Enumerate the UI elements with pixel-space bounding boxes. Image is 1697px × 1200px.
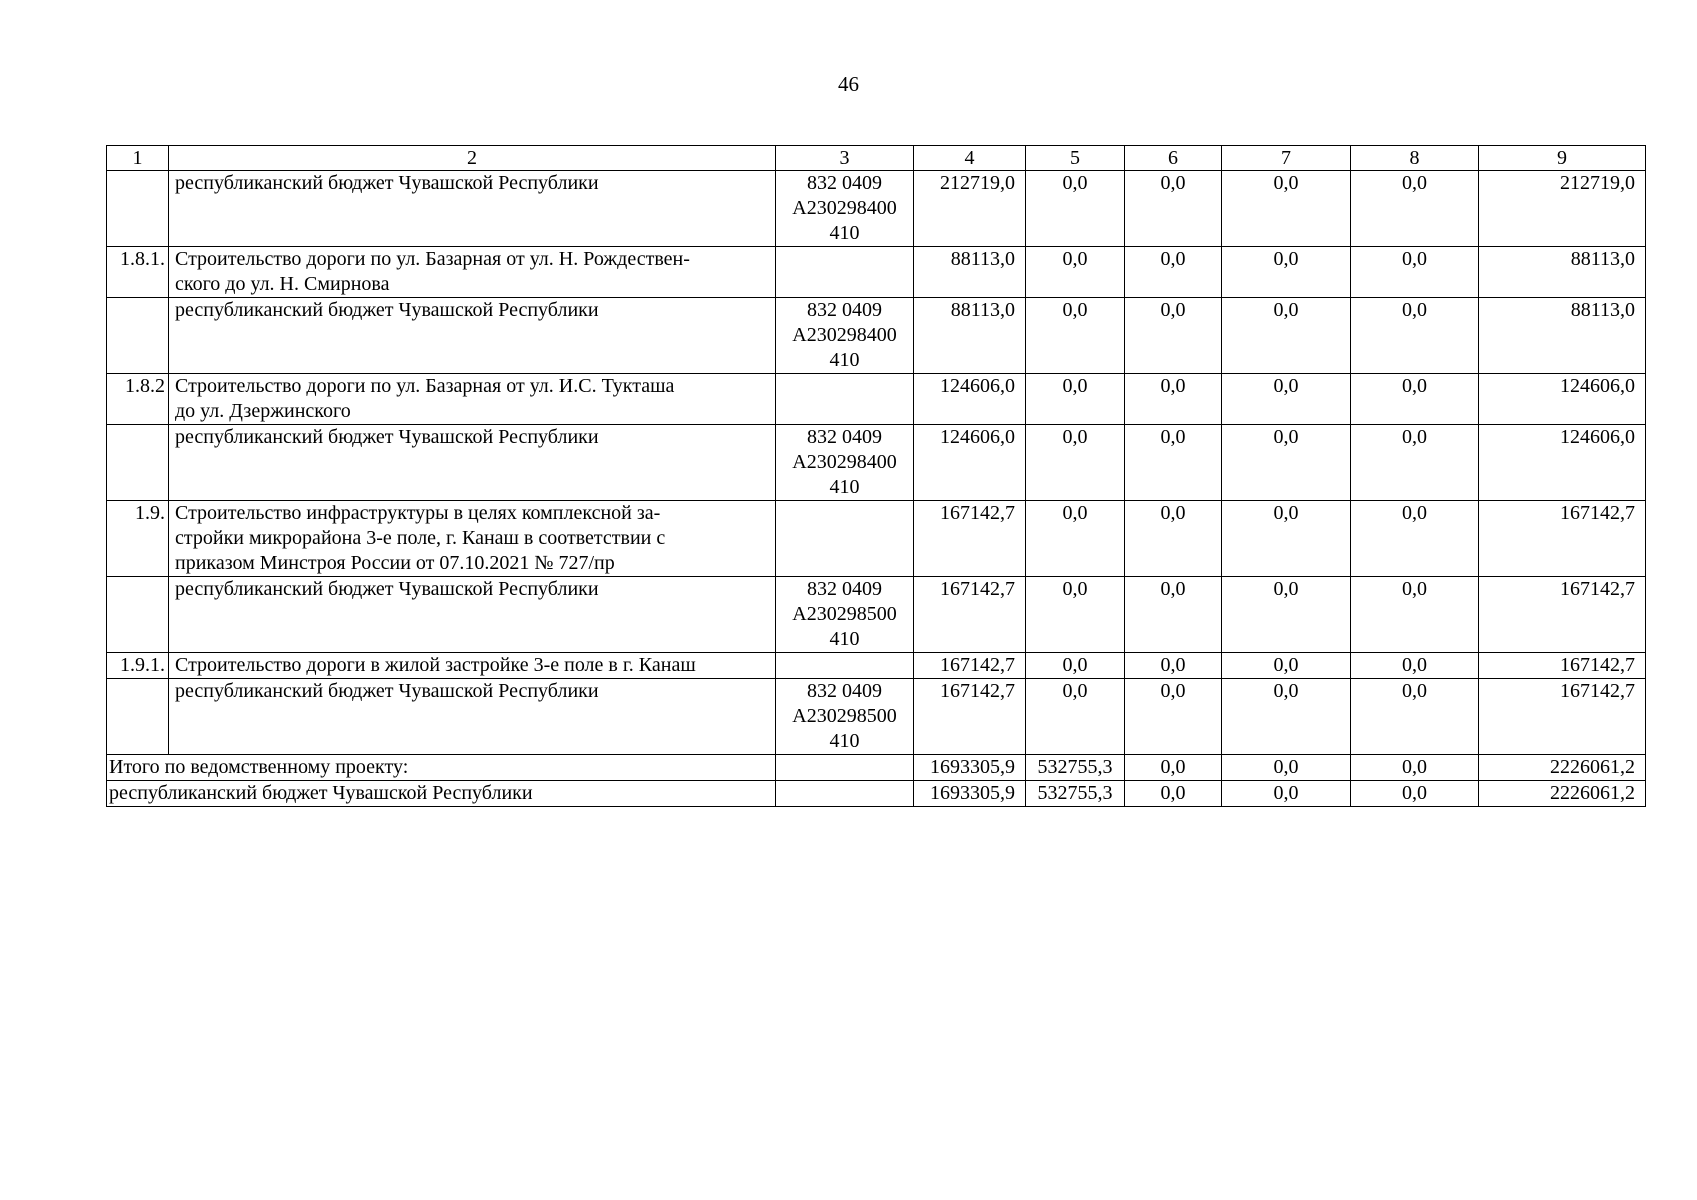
value-cell: 88113,0 — [1479, 298, 1646, 374]
table-body — [107, 146, 1646, 807]
budget-code — [776, 755, 914, 781]
header-cell: 5 — [1026, 146, 1125, 171]
value-cell: 167142,7 — [914, 501, 1026, 577]
table-row — [107, 577, 1646, 653]
budget-code — [776, 501, 914, 577]
value-cell: 0,0 — [1026, 298, 1125, 374]
value-cell: 0,0 — [1222, 425, 1351, 501]
row-name-line: приказом Минстроя России от 07.10.2021 № 727/пр — [175, 552, 615, 574]
total-value-cell: 0,0 — [1222, 755, 1351, 781]
value-cell: 0,0 — [1125, 653, 1222, 679]
value-cell: 0,0 — [1222, 501, 1351, 577]
value-cell: 0,0 — [1222, 171, 1351, 247]
table-row — [107, 374, 1646, 425]
budget-code-line: А230298400 — [792, 451, 897, 473]
budget-code — [776, 577, 914, 653]
value-cell: 0,0 — [1351, 374, 1479, 425]
value-cell: 124606,0 — [914, 374, 1026, 425]
row-number: 1.9.1. — [107, 653, 169, 679]
row-name-line: ского до ул. Н. Смирнова — [175, 273, 390, 295]
budget-code-line: 410 — [829, 349, 860, 371]
row-number: 1.8.2 — [107, 374, 169, 425]
row-name-line: Строительство инфраструктуры в целях комплексной за- — [175, 502, 661, 524]
row-number: 1.9. — [107, 501, 169, 577]
row-number — [107, 171, 169, 247]
value-cell: 167142,7 — [914, 653, 1026, 679]
total-label: Итого по ведомственному проекту: — [107, 755, 776, 781]
budget-code — [776, 171, 914, 247]
value-cell: 0,0 — [1222, 577, 1351, 653]
total-value-cell: 0,0 — [1351, 781, 1479, 807]
value-cell: 0,0 — [1125, 374, 1222, 425]
row-number — [107, 577, 169, 653]
budget-code — [776, 781, 914, 807]
row-number — [107, 679, 169, 755]
value-cell: 0,0 — [1351, 577, 1479, 653]
value-cell: 0,0 — [1125, 679, 1222, 755]
value-cell: 0,0 — [1125, 425, 1222, 501]
value-cell: 88113,0 — [914, 298, 1026, 374]
header-cell: 2 — [169, 146, 776, 171]
value-cell: 88113,0 — [914, 247, 1026, 298]
total-row — [107, 755, 1646, 781]
value-cell: 0,0 — [1125, 577, 1222, 653]
value-cell: 167142,7 — [1479, 501, 1646, 577]
budget-code-line: 410 — [829, 730, 860, 752]
budget-code — [776, 679, 914, 755]
row-name: республиканский бюджет Чувашской Республики — [169, 171, 776, 247]
row-name-line: Строительство дороги по ул. Базарная от ул. Н. Рождествен- — [175, 248, 690, 270]
value-cell: 167142,7 — [914, 577, 1026, 653]
value-cell: 212719,0 — [914, 171, 1026, 247]
value-cell: 0,0 — [1125, 247, 1222, 298]
row-number — [107, 298, 169, 374]
budget-code — [776, 653, 914, 679]
row-name: республиканский бюджет Чувашской Республики — [169, 577, 776, 653]
value-cell: 167142,7 — [1479, 577, 1646, 653]
budget-code-line: 832 0409 — [807, 426, 882, 448]
row-name: республиканский бюджет Чувашской Республики — [169, 679, 776, 755]
value-cell: 0,0 — [1026, 577, 1125, 653]
value-cell: 0,0 — [1026, 171, 1125, 247]
value-cell: 88113,0 — [1479, 247, 1646, 298]
value-cell: 0,0 — [1351, 298, 1479, 374]
value-cell: 212719,0 — [1479, 171, 1646, 247]
table-row — [107, 298, 1646, 374]
budget-code-line: 832 0409 — [807, 578, 882, 600]
total-value-cell: 0,0 — [1222, 781, 1351, 807]
value-cell: 0,0 — [1026, 247, 1125, 298]
header-cell: 7 — [1222, 146, 1351, 171]
header-cell: 6 — [1125, 146, 1222, 171]
table-row — [107, 653, 1646, 679]
header-cell: 4 — [914, 146, 1026, 171]
budget-code — [776, 425, 914, 501]
row-name — [169, 374, 776, 425]
value-cell: 0,0 — [1222, 298, 1351, 374]
budget-code — [776, 298, 914, 374]
value-cell: 0,0 — [1351, 247, 1479, 298]
value-cell: 124606,0 — [1479, 425, 1646, 501]
budget-code — [776, 247, 914, 298]
value-cell: 0,0 — [1026, 679, 1125, 755]
total-value-cell: 0,0 — [1351, 755, 1479, 781]
budget-code-line: А230298400 — [792, 197, 897, 219]
value-cell: 124606,0 — [914, 425, 1026, 501]
value-cell: 0,0 — [1222, 679, 1351, 755]
total-value-cell: 0,0 — [1125, 781, 1222, 807]
total-value-cell: 1693305,9 — [914, 781, 1026, 807]
value-cell: 0,0 — [1026, 501, 1125, 577]
header-cell: 1 — [107, 146, 169, 171]
budget-code — [776, 374, 914, 425]
total-value-cell: 532755,3 — [1026, 755, 1125, 781]
table-row — [107, 679, 1646, 755]
row-number: 1.8.1. — [107, 247, 169, 298]
table-row — [107, 425, 1646, 501]
budget-code-line: 410 — [829, 628, 860, 650]
total-row — [107, 781, 1646, 807]
value-cell: 0,0 — [1222, 653, 1351, 679]
budget-code-line: А230298400 — [792, 324, 897, 346]
header-cell: 9 — [1479, 146, 1646, 171]
row-name-line: Строительство дороги по ул. Базарная от ул. И.С. Тукташа — [175, 375, 675, 397]
value-cell: 0,0 — [1026, 374, 1125, 425]
header-cell: 8 — [1351, 146, 1479, 171]
budget-code-line: 832 0409 — [807, 172, 882, 194]
value-cell: 0,0 — [1125, 501, 1222, 577]
value-cell: 0,0 — [1222, 374, 1351, 425]
row-name-line: стройки микрорайона 3-е поле, г. Канаш в соответствии с — [175, 527, 666, 549]
total-value-cell: 0,0 — [1125, 755, 1222, 781]
row-name: республиканский бюджет Чувашской Республики — [169, 425, 776, 501]
page-number: 46 — [838, 72, 859, 96]
value-cell: 0,0 — [1351, 501, 1479, 577]
budget-table — [106, 145, 1646, 807]
budget-code-line: А230298500 — [792, 603, 897, 625]
value-cell: 0,0 — [1351, 171, 1479, 247]
table-row — [107, 501, 1646, 577]
value-cell: 0,0 — [1351, 679, 1479, 755]
total-value-cell: 2226061,2 — [1479, 781, 1646, 807]
total-value-cell: 2226061,2 — [1479, 755, 1646, 781]
value-cell: 0,0 — [1222, 247, 1351, 298]
row-name: республиканский бюджет Чувашской Республики — [169, 298, 776, 374]
value-cell: 167142,7 — [1479, 679, 1646, 755]
table-row — [107, 247, 1646, 298]
value-cell: 167142,7 — [1479, 653, 1646, 679]
budget-code-line: 832 0409 — [807, 680, 882, 702]
value-cell: 167142,7 — [914, 679, 1026, 755]
value-cell: 0,0 — [1351, 653, 1479, 679]
row-name-line: до ул. Дзержинского — [175, 400, 351, 422]
row-name: Строительство дороги в жилой застройке 3-е поле в г. Канаш — [169, 653, 776, 679]
budget-code-line: А230298500 — [792, 705, 897, 727]
value-cell: 0,0 — [1026, 425, 1125, 501]
value-cell: 0,0 — [1351, 425, 1479, 501]
total-label: республиканский бюджет Чувашской Республики — [107, 781, 776, 807]
value-cell: 0,0 — [1125, 171, 1222, 247]
header-row — [107, 146, 1646, 171]
budget-code-line: 410 — [829, 222, 860, 244]
total-value-cell: 1693305,9 — [914, 755, 1026, 781]
row-name — [169, 501, 776, 577]
value-cell: 124606,0 — [1479, 374, 1646, 425]
row-name — [169, 247, 776, 298]
value-cell: 0,0 — [1026, 653, 1125, 679]
budget-code-line: 832 0409 — [807, 299, 882, 321]
value-cell: 0,0 — [1125, 298, 1222, 374]
table-row — [107, 171, 1646, 247]
header-cell: 3 — [776, 146, 914, 171]
row-number — [107, 425, 169, 501]
budget-code-line: 410 — [829, 476, 860, 498]
total-value-cell: 532755,3 — [1026, 781, 1125, 807]
